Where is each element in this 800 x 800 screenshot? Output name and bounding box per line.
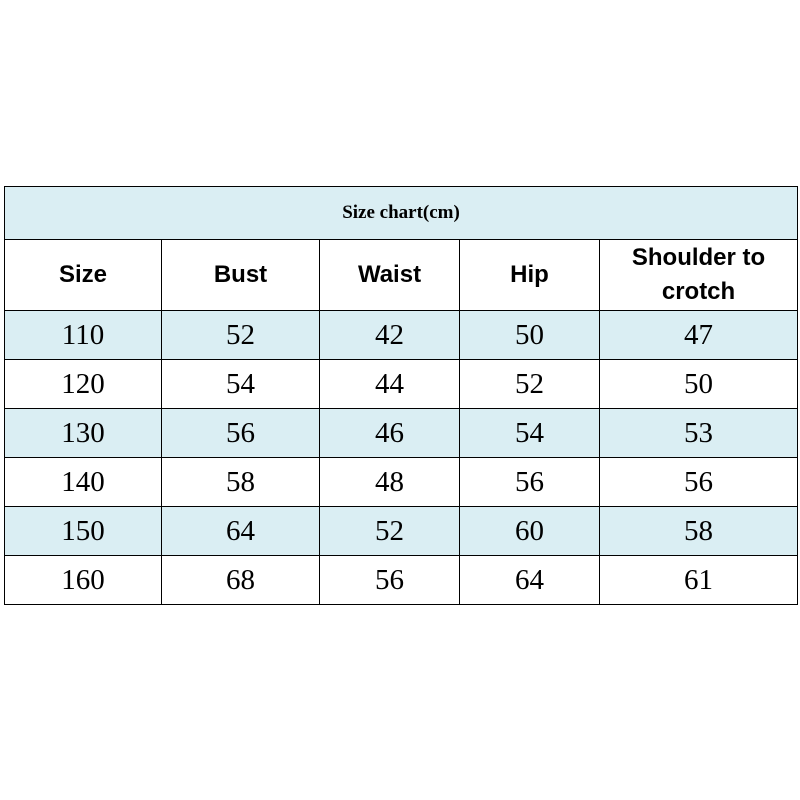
cell-size: 110 [5,311,162,360]
cell-waist: 56 [320,556,460,605]
header-waist: Waist [320,240,460,311]
table-row [5,311,798,360]
table-row [5,458,798,507]
cell-bust: 68 [162,556,320,605]
cell-hip: 56 [460,458,600,507]
title-row [5,187,798,240]
cell-bust: 52 [162,311,320,360]
size-chart-table [4,186,798,605]
cell-bust: 58 [162,458,320,507]
table-row [5,409,798,458]
cell-size: 160 [5,556,162,605]
cell-shoulder-to-crotch: 50 [600,360,798,409]
cell-shoulder-to-crotch: 58 [600,507,798,556]
cell-waist: 46 [320,409,460,458]
cell-waist: 42 [320,311,460,360]
table-body [5,311,798,605]
cell-waist: 52 [320,507,460,556]
header-bust: Bust [162,240,320,311]
cell-shoulder-to-crotch: 47 [600,311,798,360]
table-row [5,507,798,556]
cell-hip: 60 [460,507,600,556]
cell-hip: 50 [460,311,600,360]
header-shoulder-to-crotch-label: Shoulder to crotch [631,244,766,305]
cell-size: 140 [5,458,162,507]
cell-bust: 54 [162,360,320,409]
table-title: Size chart(cm) [5,187,798,240]
header-shoulder-to-crotch [600,240,798,311]
cell-bust: 56 [162,409,320,458]
cell-size: 120 [5,360,162,409]
header-hip: Hip [460,240,600,311]
cell-hip: 52 [460,360,600,409]
cell-waist: 48 [320,458,460,507]
cell-size: 150 [5,507,162,556]
cell-bust: 64 [162,507,320,556]
cell-shoulder-to-crotch: 61 [600,556,798,605]
table-row [5,556,798,605]
cell-hip: 54 [460,409,600,458]
header-row [5,240,798,311]
cell-shoulder-to-crotch: 56 [600,458,798,507]
cell-hip: 64 [460,556,600,605]
table-row [5,360,798,409]
header-size: Size [5,240,162,311]
cell-shoulder-to-crotch: 53 [600,409,798,458]
cell-size: 130 [5,409,162,458]
cell-waist: 44 [320,360,460,409]
